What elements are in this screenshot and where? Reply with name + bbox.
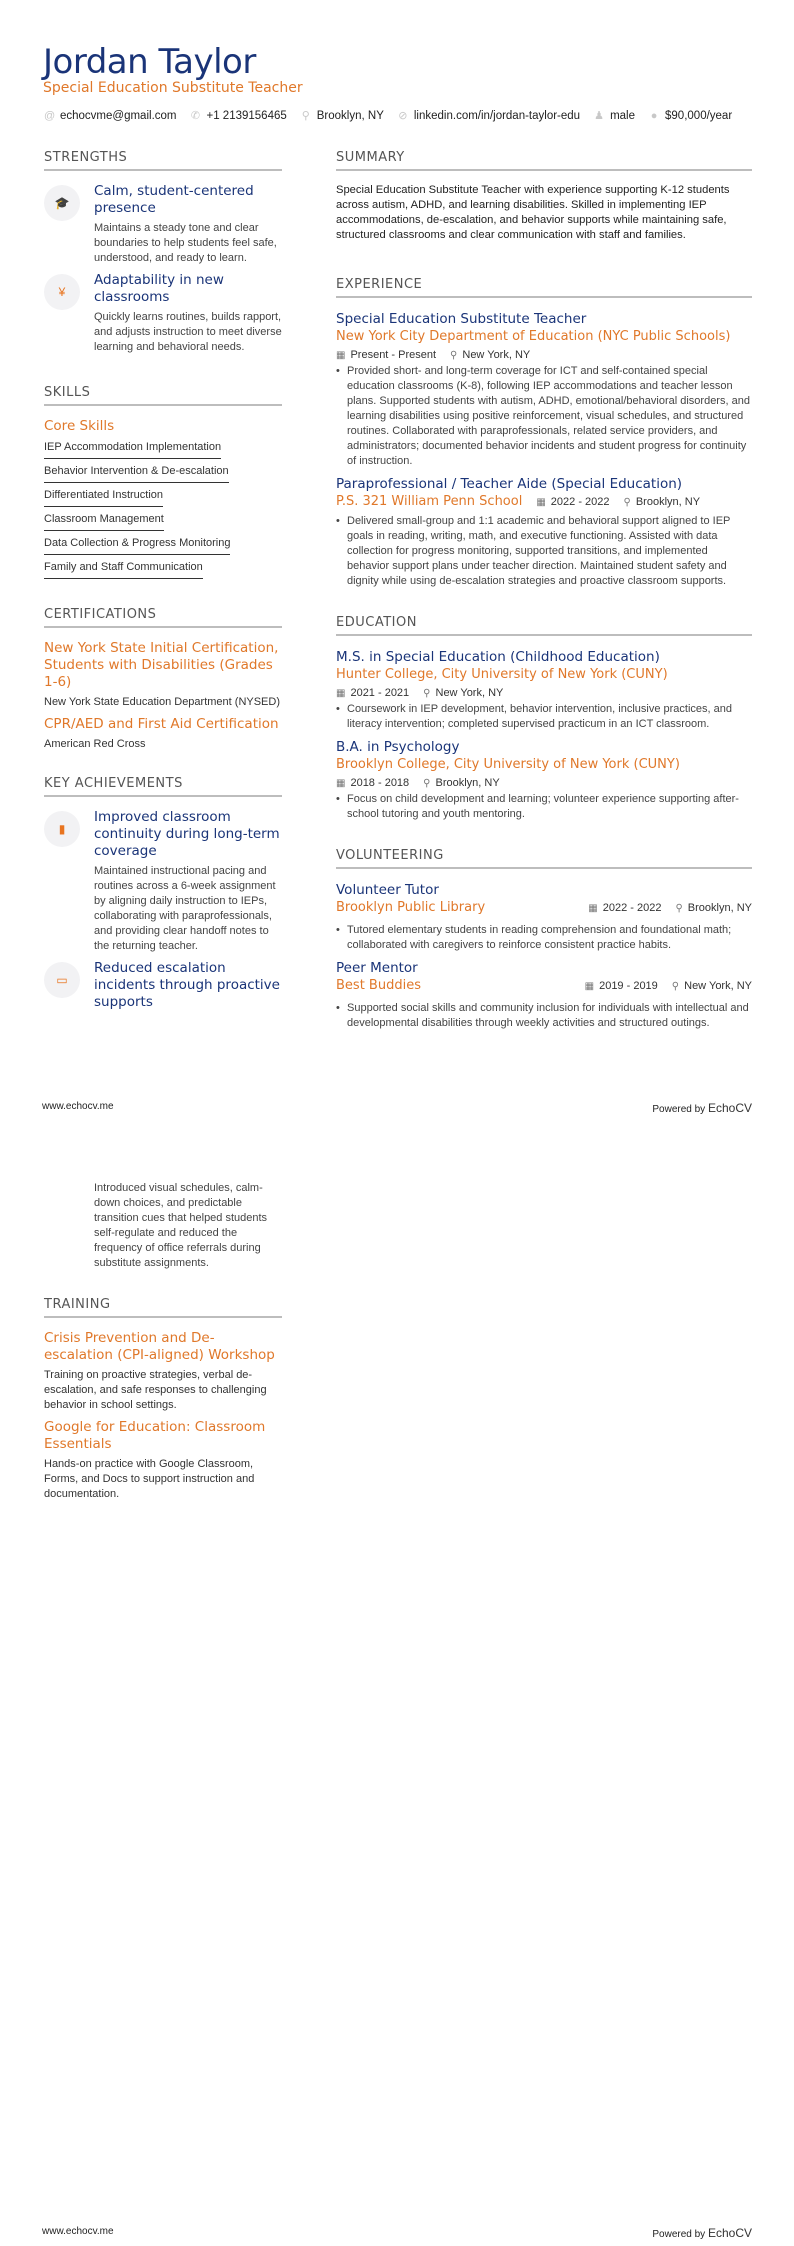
summary-section (336, 150, 752, 243)
footer-powered-by: Powered by EchoCV (652, 1101, 752, 1115)
person-icon: ♟ (594, 110, 605, 122)
resume-page-2 (0, 1123, 794, 2246)
achievement-title: Reduced escalation incidents through proactive supports (94, 960, 280, 1010)
education-bullet: • Coursework in IEP development, behavior intervention, inclusive practices, and literacy intervention; completed supervised practicum in an ICT classroom. (336, 702, 752, 732)
calendar-icon: ▦ (588, 902, 598, 914)
job-org: P.S. 321 William Penn School (336, 494, 523, 509)
volunteer-bullet: • Supported social skills and community inclusion for individuals with intellectual and developmental disabilities through weekly activities and structured outings. (336, 1001, 752, 1031)
job-title: Special Education Substitute Teacher (336, 311, 587, 327)
location-pin-icon: ⚲ (450, 349, 458, 361)
achievement-item (44, 960, 282, 1015)
training-section (44, 1297, 282, 1502)
strength-desc: Maintains a steady tone and clear boundaries to help students feel safe, understood, and ready to learn. (94, 222, 277, 264)
education-meta: ▦ 2021 - 2021 ⚲ New York, NY (336, 687, 504, 699)
degree: M.S. in Special Education (Childhood Education) (336, 649, 660, 665)
job-bullet: • Delivered small-group and 1:1 academic and behavioral support aligned to IEP goals in reading, writing, math, and executive functioning. Assisted with data collection for progress monitoring, supported transitions, and implemented behavior support plans under teacher direction. Maintained student safety and dignity while using de-escalation strategies and proactive classroom supports. (336, 514, 752, 589)
candidate-title: Special Education Substitute Teacher (43, 80, 303, 96)
section-heading: STRENGTHS (44, 150, 282, 171)
left-column-continued (44, 1181, 282, 1508)
calendar-icon: ▦ (584, 980, 595, 992)
achievement-title: Improved classroom continuity during long-term coverage (94, 809, 280, 859)
location-pin-icon: ⚲ (671, 980, 680, 992)
volunteer-meta: ▦ 2022 - 2022 ⚲ Brooklyn, NY (588, 902, 752, 914)
location-pin-icon: ⚲ (675, 902, 683, 914)
training-desc: Training on proactive strategies, verbal de-escalation, and safe responses to challenging behavior in school settings. (44, 1369, 267, 1411)
strength-item (44, 183, 282, 266)
section-heading: SKILLS (44, 385, 282, 406)
calendar-icon: ▭ (44, 962, 80, 998)
job-title: Paraprofessional / Teacher Aide (Special Education) (336, 476, 683, 492)
volunteer-org: Best Buddies (336, 978, 421, 993)
experience-section (336, 277, 752, 589)
location-pin-icon: ⚲ (423, 687, 431, 699)
achievement-desc: Maintained instructional pacing and routines across a 6-week assignment by aligning daily instruction to IEPs, collaborating with paraprofessionals, and providing clear handoff notes to the returning teacher. (94, 865, 276, 952)
location-pin-icon: ⚲ (423, 777, 431, 789)
volunteer-bullet: • Tutored elementary students in reading comprehension and foundational math; collaborated with caregivers to reinforce consistent practice habits. (336, 923, 752, 953)
section-heading: VOLUNTEERING (336, 848, 752, 869)
volunteering-section (336, 848, 752, 1031)
strength-item (44, 272, 282, 355)
skill-item: Data Collection & Progress Monitoring (44, 533, 230, 555)
achievement-desc: Introduced visual schedules, calm-down choices, and predictable transition cues that helped students self-regulate and reduced the frequency of office referrals during substitute assignments. (94, 1182, 268, 1269)
strength-title: Adaptability in new classrooms (94, 272, 224, 305)
volunteer-role: Volunteer Tutor (336, 882, 439, 898)
job-meta: ▦ Present - Present ⚲ New York, NY (336, 349, 531, 361)
contact-salary: ● $90,000/year (650, 109, 733, 122)
calendar-icon: ▦ (336, 777, 346, 789)
school: Hunter College, City University of New York (CUNY) (336, 667, 668, 682)
volunteer-meta: ▦ 2019 - 2019 ⚲ New York, NY (584, 980, 752, 992)
school: Brooklyn College, City University of New York (CUNY) (336, 757, 680, 772)
education-bullet: • Focus on child development and learning; volunteer experience supporting after-school tutoring and youth mentoring. (336, 792, 752, 822)
section-heading: EXPERIENCE (336, 277, 752, 298)
volunteer-role: Peer Mentor (336, 960, 418, 976)
location-pin-icon: ⚲ (301, 110, 310, 122)
section-heading: KEY ACHIEVEMENTS (44, 776, 282, 797)
section-heading: TRAINING (44, 1297, 282, 1318)
education-item (336, 738, 752, 822)
education-meta: ▦ 2018 - 2018 ⚲ Brooklyn, NY (336, 777, 500, 789)
graduation-cap-icon: 🎓 (44, 185, 80, 221)
section-heading: EDUCATION (336, 615, 752, 636)
certifications-section (44, 607, 282, 752)
training-name: Google for Education: Classroom Essentials (44, 1419, 266, 1452)
link-icon: ⊘ (398, 110, 408, 122)
footer-website-link[interactable]: www.echocv.me (42, 2226, 114, 2237)
calendar-icon: ▦ (536, 496, 546, 508)
contact-linkedin[interactable]: ⊘ linkedin.com/in/jordan-taylor-edu (398, 109, 581, 122)
strength-title: Calm, student-centered presence (94, 183, 254, 216)
experience-item (336, 310, 752, 469)
experience-item (336, 475, 752, 589)
contact-phone[interactable]: ✆ +1 2139156465 (190, 109, 287, 122)
section-heading: SUMMARY (336, 150, 752, 171)
right-column (336, 150, 752, 1037)
calendar-icon: ▦ (336, 349, 346, 361)
skill-item: Family and Staff Communication (44, 557, 203, 579)
training-name: Crisis Prevention and De-escalation (CPI-aligned) Workshop (44, 1330, 275, 1363)
phone-icon: ✆ (190, 110, 201, 122)
skill-item: IEP Accommodation Implementation (44, 437, 221, 459)
contact-email[interactable]: @ echocvme@gmail.com (44, 109, 177, 122)
job-bullet: • Provided short- and long-term coverage for ICT and self-contained special education classrooms (K-8), following IEP accommodations and teacher lesson plans. Supported students with autism, ADHD, emotional/behavioral disorders, and learning disabilities using positive reinforcement, visual schedules, and structured routines. Collaborated with paraprofessionals, related service providers, and administrators; documented behavior incidents and student progress for continuity of instruction. (336, 364, 752, 469)
volunteer-item (336, 959, 752, 1031)
education-section (336, 615, 752, 822)
location-pin-icon: ⚲ (623, 496, 631, 508)
job-org: New York City Department of Education (NYC Public Schools) (336, 329, 731, 344)
strength-desc: Quickly learns routines, builds rapport, and adjusts instruction to meet diverse learning and behavioral needs. (94, 311, 282, 353)
yen-coin-icon: ¥ (44, 274, 80, 310)
strengths-section (44, 150, 282, 355)
volunteer-item (336, 881, 752, 953)
education-item (336, 648, 752, 732)
contact-gender: ♟ male (594, 109, 636, 122)
job-meta: P.S. 321 William Penn School ▦ 2022 - 2022 ⚲ Brooklyn, NY (336, 494, 701, 509)
skill-item: Differentiated Instruction (44, 485, 163, 507)
calendar-icon: ▦ (336, 687, 346, 699)
skills-section (44, 385, 282, 581)
achievement-item (44, 809, 282, 954)
skills-group-title: Core Skills (44, 418, 115, 434)
training-desc: Hands-on practice with Google Classroom, Forms, and Docs to support instruction and documentation. (44, 1458, 255, 1500)
section-heading: CERTIFICATIONS (44, 607, 282, 628)
footer-powered-by: Powered by EchoCV (652, 2226, 752, 2240)
echocv-brand[interactable]: EchoCV (707, 1101, 752, 1115)
money-icon: ● (650, 109, 658, 122)
contact-bar (44, 109, 732, 122)
summary-text: Special Education Substitute Teacher with experience supporting K-12 students across autism, ADHD, and learning disabilities. Skilled in implementing IEP accommodations, de-escalation, and behavior supports while maintaining safe, structured classrooms and clear communication with staff and families. (336, 184, 730, 241)
skill-item: Classroom Management (44, 509, 164, 531)
left-column (44, 150, 282, 1021)
at-icon: @ (44, 109, 56, 122)
cert-name: CPR/AED and First Aid Certification (44, 716, 279, 732)
cert-issuer: New York State Education Department (NYSED) (44, 696, 281, 708)
footer-website-link[interactable]: www.echocv.me (42, 1101, 114, 1112)
candidate-name: Jordan Taylor (43, 42, 256, 82)
echocv-brand[interactable]: EchoCV (707, 2226, 752, 2240)
cert-issuer: American Red Cross (44, 738, 146, 750)
volunteer-org: Brooklyn Public Library (336, 900, 486, 915)
document-icon: ▮ (44, 811, 80, 847)
contact-location: ⚲ Brooklyn, NY (301, 109, 384, 122)
skill-item: Behavior Intervention & De-escalation (44, 461, 229, 483)
achievements-section (44, 776, 282, 1015)
cert-name: New York State Initial Certification, Students with Disabilities (Grades 1-6) (44, 640, 279, 690)
degree: B.A. in Psychology (336, 739, 460, 755)
